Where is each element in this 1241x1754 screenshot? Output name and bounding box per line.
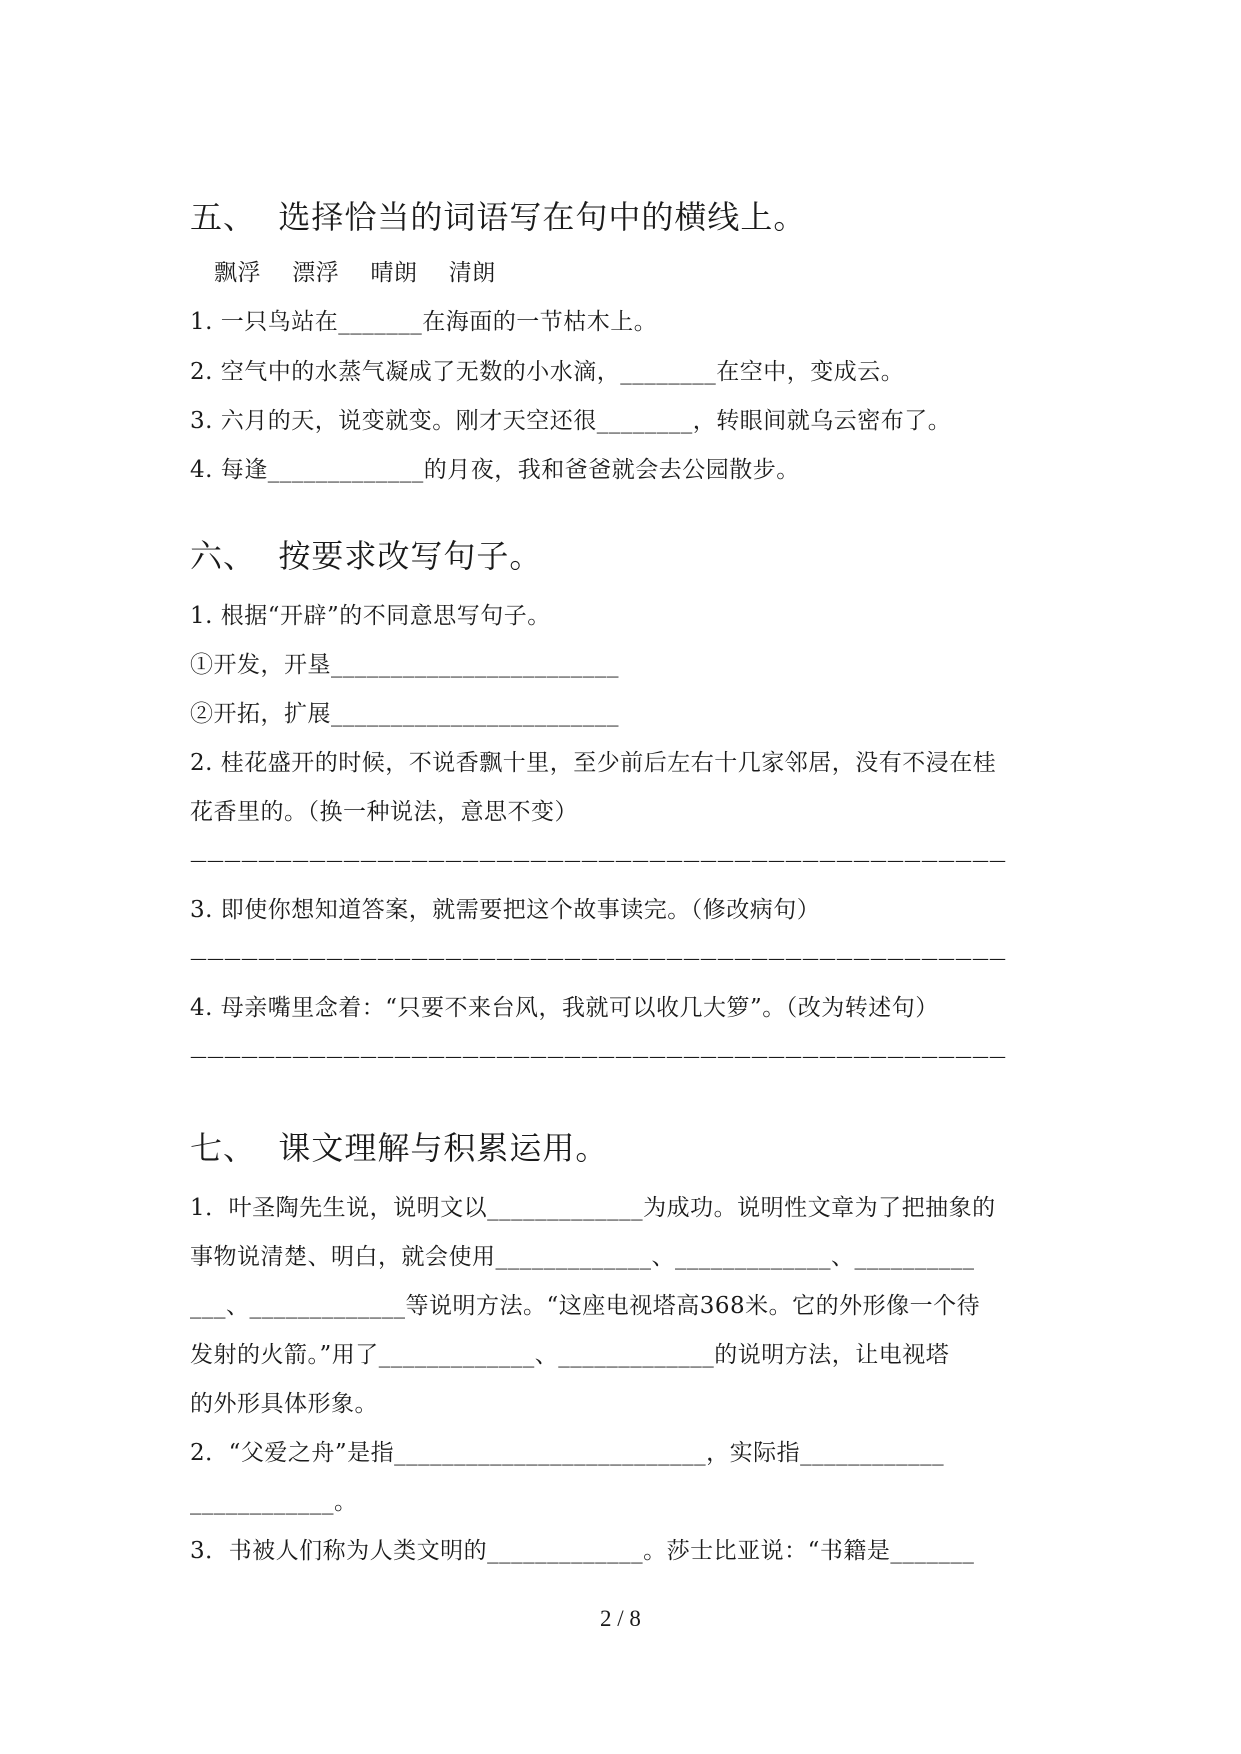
section-5-heading: 五、 选择恰当的词语写在句中的横线上。 [190, 198, 807, 236]
section-5-item-4: 4. 每逢_____________的月夜，我和爸爸就会去公园散步。 [190, 457, 800, 483]
section-5-item-1: 1. 一只鸟站在_______在海面的一节枯木上。 [190, 309, 658, 335]
section-6-line-9: 4. 母亲嘴里念着：“只要不来台风，我就可以收几大箩”。（改为转述句） [190, 995, 939, 1021]
section-6-line-7: 3. 即使你想知道答案，就需要把这个故事读完。（修改病句） [190, 897, 821, 923]
answer-line: ———————————————————————————————————————————————— [190, 1047, 1006, 1067]
section-6-line-5: 花香里的。（换一种说法，意思不变） [190, 799, 578, 825]
section-7-line-3: ___、_____________等说明方法。“这座电视塔高368米。它的外形像一个待 [190, 1293, 981, 1319]
answer-line: ———————————————————————————————————————————————— [190, 851, 1006, 871]
section-7-line-6: 2．“父爱之舟”是指__________________________，实际指____________ [190, 1440, 945, 1466]
section-6-heading: 六、 按要求改写句子。 [190, 537, 543, 575]
page-number: 2 / 8 [600, 1606, 641, 1631]
section-5-item-2: 2. 空气中的水蒸气凝成了无数的小水滴，________在空中，变成云。 [190, 359, 905, 385]
section-7-line-1: 1．叶圣陶先生说，说明文以_____________为成功。说明性文章为了把抽象的 [190, 1195, 996, 1221]
section-6-line-1: 1. 根据“开辟”的不同意思写句子。 [190, 603, 551, 629]
section-7-line-7: ____________。 [190, 1489, 358, 1515]
section-6-line-4: 2. 桂花盛开的时候，不说香飘十里，至少前后左右十几家邻居，没有不浸在桂 [190, 750, 997, 776]
word-bank: 飘浮 漂浮 晴朗 清朗 [214, 260, 496, 286]
section-6-line-2: ①开发，开垦________________________ [190, 652, 619, 678]
section-5-item-3: 3. 六月的天，说变就变。刚才天空还很________，转眼间就乌云密布了。 [190, 408, 952, 434]
section-7-line-8: 3．书被人们称为人类文明的_____________。莎士比亚说：“书籍是_______ [190, 1538, 975, 1564]
section-7-line-2: 事物说清楚、明白，就会使用_____________、_____________、__________ [190, 1244, 975, 1270]
answer-line: ———————————————————————————————————————————————— [190, 949, 1006, 969]
section-7-line-4: 发射的火箭。”用了_____________、_____________的说明方法，让电视塔 [190, 1342, 950, 1368]
section-6-line-3: ②开拓，扩展________________________ [190, 701, 619, 727]
section-7-heading: 七、 课文理解与积累运用。 [190, 1129, 609, 1167]
section-7-line-5: 的外形具体形象。 [190, 1391, 378, 1417]
